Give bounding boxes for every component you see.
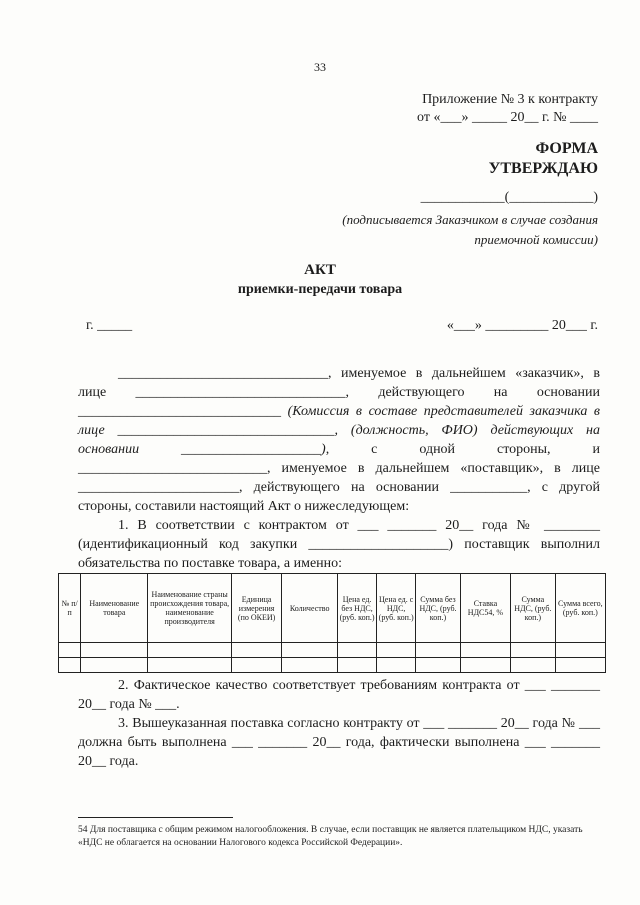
table-cell	[416, 658, 461, 673]
col-product-name: Наименование товара	[81, 574, 148, 643]
table-cell	[59, 658, 81, 673]
document-subtitle: приемки-передачи товара	[237, 282, 403, 297]
item-3: 3. Вышеуказанная поставка согласно контракту от ___ _______ 20__ года № ___ должна быть выполнена ___ _______ 20__ года, фактически выполнена ___ _______ 20__ года.	[78, 716, 600, 769]
table-cell	[555, 643, 605, 658]
table-row	[59, 643, 606, 658]
parties-text-b: , с одной стороны, и ___________________________, именуемое в дальнейшем «поставщик», в лице _______________________, действующего на основании ___________, с другой стороны, составили настоящий Акт о нижеследующем:	[78, 442, 600, 514]
table-cell	[555, 658, 605, 673]
annex-reference: Приложение № 3 к контракту	[422, 92, 598, 107]
col-price-vat: Цена ед. с НДС, (руб. коп.)	[377, 574, 416, 643]
parties-paragraph	[78, 364, 600, 516]
col-price-no-vat: Цена ед. без НДС, (руб. коп.)	[338, 574, 377, 643]
annex-contract-date: от «___» _____ 20__ г. № ____	[417, 110, 598, 125]
table-cell	[460, 643, 510, 658]
table-cell	[148, 658, 232, 673]
table-cell	[511, 643, 556, 658]
goods-table	[58, 573, 606, 673]
table-cell	[377, 658, 416, 673]
table-cell	[282, 643, 338, 658]
act-conclusion	[78, 676, 600, 771]
col-vat-rate: Ставка НДС54, %	[460, 574, 510, 643]
table-cell	[232, 658, 282, 673]
table-cell	[416, 643, 461, 658]
table-cell	[511, 658, 556, 673]
col-number: № п/п	[59, 574, 81, 643]
footnote: 54 Для поставщика с общим режимом налогообложения. В случае, если поставщик не является плательщиком НДС, указать «НДС не облагается на основании Налогового кодекса Российской Федерации».	[78, 825, 583, 848]
table-cell	[148, 643, 232, 658]
table-cell	[282, 658, 338, 673]
table-cell	[338, 658, 377, 673]
approve-label: УТВЕРЖДАЮ	[488, 160, 598, 177]
col-vat-sum: Сумма НДС, (руб. коп.)	[511, 574, 556, 643]
parties-text-a: ______________________________, именуемое в дальнейшем «заказчик», в лице ______________________________, действующего на основании _____________________________	[78, 366, 600, 419]
commission-text: (Комиссия в составе представителей заказчика в лице _______________________________, (должность, ФИО) действующих на основании ____________________)	[78, 404, 600, 457]
place-field: г. _____	[86, 318, 133, 333]
table-cell	[460, 658, 510, 673]
table-cell	[81, 658, 148, 673]
signature-line: ____________(____________)	[420, 190, 598, 205]
form-label: ФОРМА	[535, 140, 598, 157]
col-total-sum: Сумма всего, (руб. коп.)	[555, 574, 605, 643]
item-1: 1. В соответствии с контрактом от ___ _______ 20__ года № ________ (идентификационный код закупки ____________________) поставщик выполнил обязательства по поставке товара, а именно:	[78, 518, 600, 571]
table-row	[59, 658, 606, 673]
table-cell	[377, 643, 416, 658]
table-cell	[81, 643, 148, 658]
col-quantity: Количество	[282, 574, 338, 643]
table-cell	[59, 643, 81, 658]
item-2: 2. Фактическое качество соответствует требованиям контракта от ___ _______ 20__ года № ___.	[78, 678, 600, 712]
act-body	[78, 364, 600, 573]
col-unit: Единица измерения (по ОКЕИ)	[232, 574, 282, 643]
col-sum-no-vat: Сумма без НДС, (руб. коп.)	[416, 574, 461, 643]
col-origin-country: Наименование страны происхождения товара, наименование производителя	[148, 574, 232, 643]
document-title: АКТ	[304, 262, 336, 278]
table-cell	[338, 643, 377, 658]
page-number: 33	[314, 60, 326, 74]
table-header-row	[59, 574, 606, 643]
table-cell	[232, 643, 282, 658]
footnote-divider	[78, 817, 233, 818]
date-field: «___» _________ 20___ г.	[446, 318, 598, 333]
signature-note: (подписывается Заказчиком в случае создания приемочной комиссии)	[342, 212, 598, 247]
